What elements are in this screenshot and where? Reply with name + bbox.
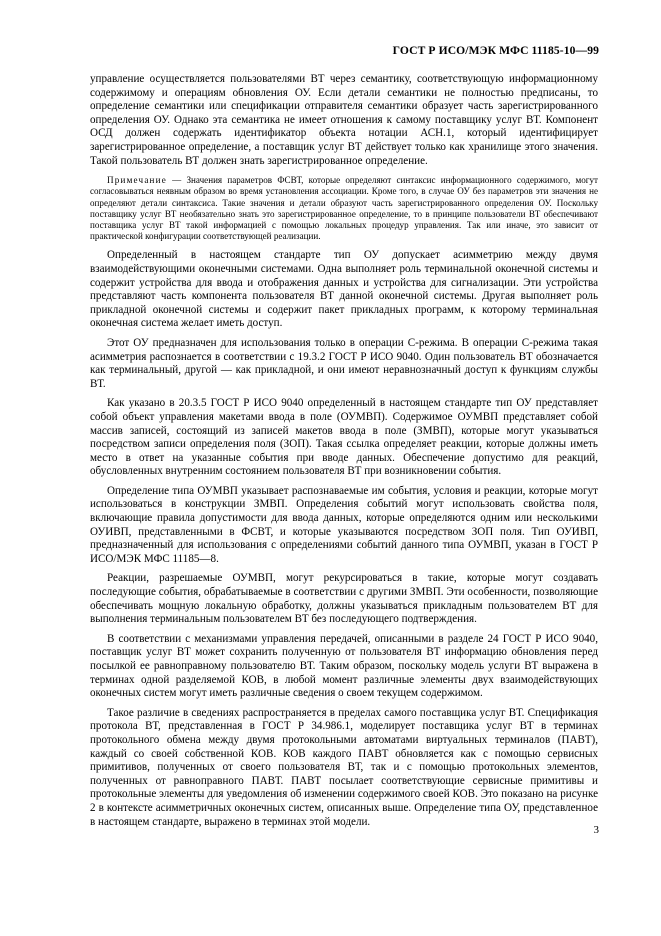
paragraph: Реакции, разрешаемые ОУМВП, могут рекурсироваться в такие, которые могут создавать последующие события, обрабатываемые в соответствии с другими ЗМВП. Эти особенности, позволяющие обеспечивать мощную локальную обработку, должны указываться прикладным пользователем ВТ для выполнения терминальным пользователем ВТ без последующего подтверждения. [90, 572, 598, 626]
paragraph: Этот ОУ предназначен для использования только в операции С-режима. В операции С-режима такая асимметрия распознается в соответствии с 19.3.2 ГОСТ Р ИСО 9040. Один пользователь ВТ обозначается как терминальный, другой — как прикладной, и они имеют неравнозначный доступ к функциям службы ВТ. [90, 336, 598, 390]
paragraph: В соответствии с механизмами управления передачей, описанными в разделе 24 ГОСТ Р ИСО 9040, поставщик услуг ВТ может сохранить полученную от пользователя ВТ информацию обновления перед посылкой ее равноправному пользователю ВТ. Таким образом, поскольку модель услуги ВТ выражена в терминах одной разделяемой КОВ, в любой момент различные элементы двух взаимодействующих оконечных систем могут иметь различные сведения о своем текущем содержимом. [90, 632, 598, 700]
paragraph: Как указано в 20.3.5 ГОСТ Р ИСО 9040 определенный в настоящем стандарте тип ОУ представляет собой объект управления макетами ввода в поле (ОУМВП). Содержимое ОУМВП представляет собой массив записей, состоящий из записей макетов ввода в поле (ЗМВП), которые могут указываться посредством записи определения поля (ЗОП). Такая ссылка определяет реакции, которые должны иметь место в ответ на указанные события при вводе данных. Обеспечение допустимо для реакций, обусловленных внутренним состоянием пользователя ВТ при возникновении события. [90, 397, 598, 478]
note: Примечание — Значения параметров ФСВТ, которые определяют синтаксис информационного содержимого, могут согласовываться неявным образом во время установления ассоциации. Кроме того, в случае ОУ без параметров эти значения не определяют детали синтаксиса. Такие значения и детали образуют часть зарегистрированного определения ОУ. Поскольку поставщику услуг ВТ необязательно знать это зарегистрированное определение, то в принципе пользователи ВТ обеспечивают поставщика услуг ВТ такой информацией с помощью локальных процедур управления. Так или иначе, это зависит от практической конфигурации соответствующей реализации. [90, 175, 599, 242]
paragraph: Определение типа ОУМВП указывает распознаваемые им события, условия и реакции, которые могут использоваться в конструкции ЗМВП. Определения событий могут использовать свойства поля, включающие правила допустимости для ввода данных, которые определяются одним или несколькими ОУИВП, представленными в ФСВТ, и которые указываются посредством ЗОП поля. Тип ОУИВП, предназначенный для использования с определениями событий данного типа ОУМВП, указан в ГОСТ Р ИСО/МЭК МФС 11185—8. [90, 484, 598, 565]
note-text: Значения параметров ФСВТ, которые определяют синтаксис информационного содержимого, могут согласовываться неявным образом во время установления ассоциации. Кроме того, в случае ОУ без параметров эти значения не определяют детали синтаксиса. Такие значения и детали образуют часть зарегистрированного определения ОУ. Поскольку поставщику услуг ВТ необязательно знать это зарегистрированное определение, то в принципе пользователи ВТ обеспечивают поставщика услуг ВТ такой информацией с помощью локальных процедур управления. Так или иначе, это зависит от практической конфигурации соответствующей реализации. [90, 175, 599, 242]
document-body [90, 73, 598, 829]
paragraph-continuation: управление осуществляется пользователями ВТ через семантику, соответствующую информационному содержимому и операциям обновления ОУ. Если детали семантики не полностью предписаны, то определение семантики или спецификации отправителя семантики образует часть зарегистрированного определения ОУ. Однако эта семантика не имеет отношения к самому поставщику услуг ВТ. Компонент ОСД должен содержать идентификатор объекта нотации АСН.1, который идентифицирует зарегистрированное определение, а поставщик услуг ВТ действует только как хранилище этого значения. Такой пользователь ВТ должен знать зарегистрированное определение. [90, 73, 598, 167]
standard-header: ГОСТ Р ИСО/МЭК МФС 11185-10—99 [392, 44, 599, 57]
paragraph: Определенный в настоящем стандарте тип ОУ допускает асимметрию между двумя взаимодействующими оконечными системами. Одна выполняет роль терминальной оконечной системы и содержит устройства для ввода и отображения данных и устройства для сигнализации. Эти устройства представляют часть компонента пользователя ВТ данной оконечной системы. Другая выполняет роль прикладной оконечной системы и содержит пакет прикладных программ, к которому терминальная оконечная система желает иметь доступ. [90, 249, 598, 330]
note-label: Примечание [107, 175, 167, 186]
paragraph: Такое различие в сведениях распространяется в пределах самого поставщика услуг ВТ. Спецификация протокола ВТ, представленная в ГОСТ Р 34.986.1, моделирует поставщика услуг ВТ в терминах протокольного обмена между двумя протокольными автоматами виртуальных терминалов (ПАВТ), каждый со своей собственной КОВ. КОВ каждого ПАВТ обновляется как с помощью сервисных примитивов, полученных от своего пользователя ВТ, так и с помощью протокольных элементов, полученных от равноправного ПАВТ. ПАВТ посылает соответствующие сервисные примитивы и протокольные элементы для уведомления об изменении содержимого своей КОВ. Это показано на рисунке 2 в контексте асимметричных оконечных систем, описанных выше. Определение типа ОУ, представленное в настоящем стандарте, выражено в терминах этой модели. [90, 706, 598, 828]
page-number: 3 [593, 824, 599, 836]
